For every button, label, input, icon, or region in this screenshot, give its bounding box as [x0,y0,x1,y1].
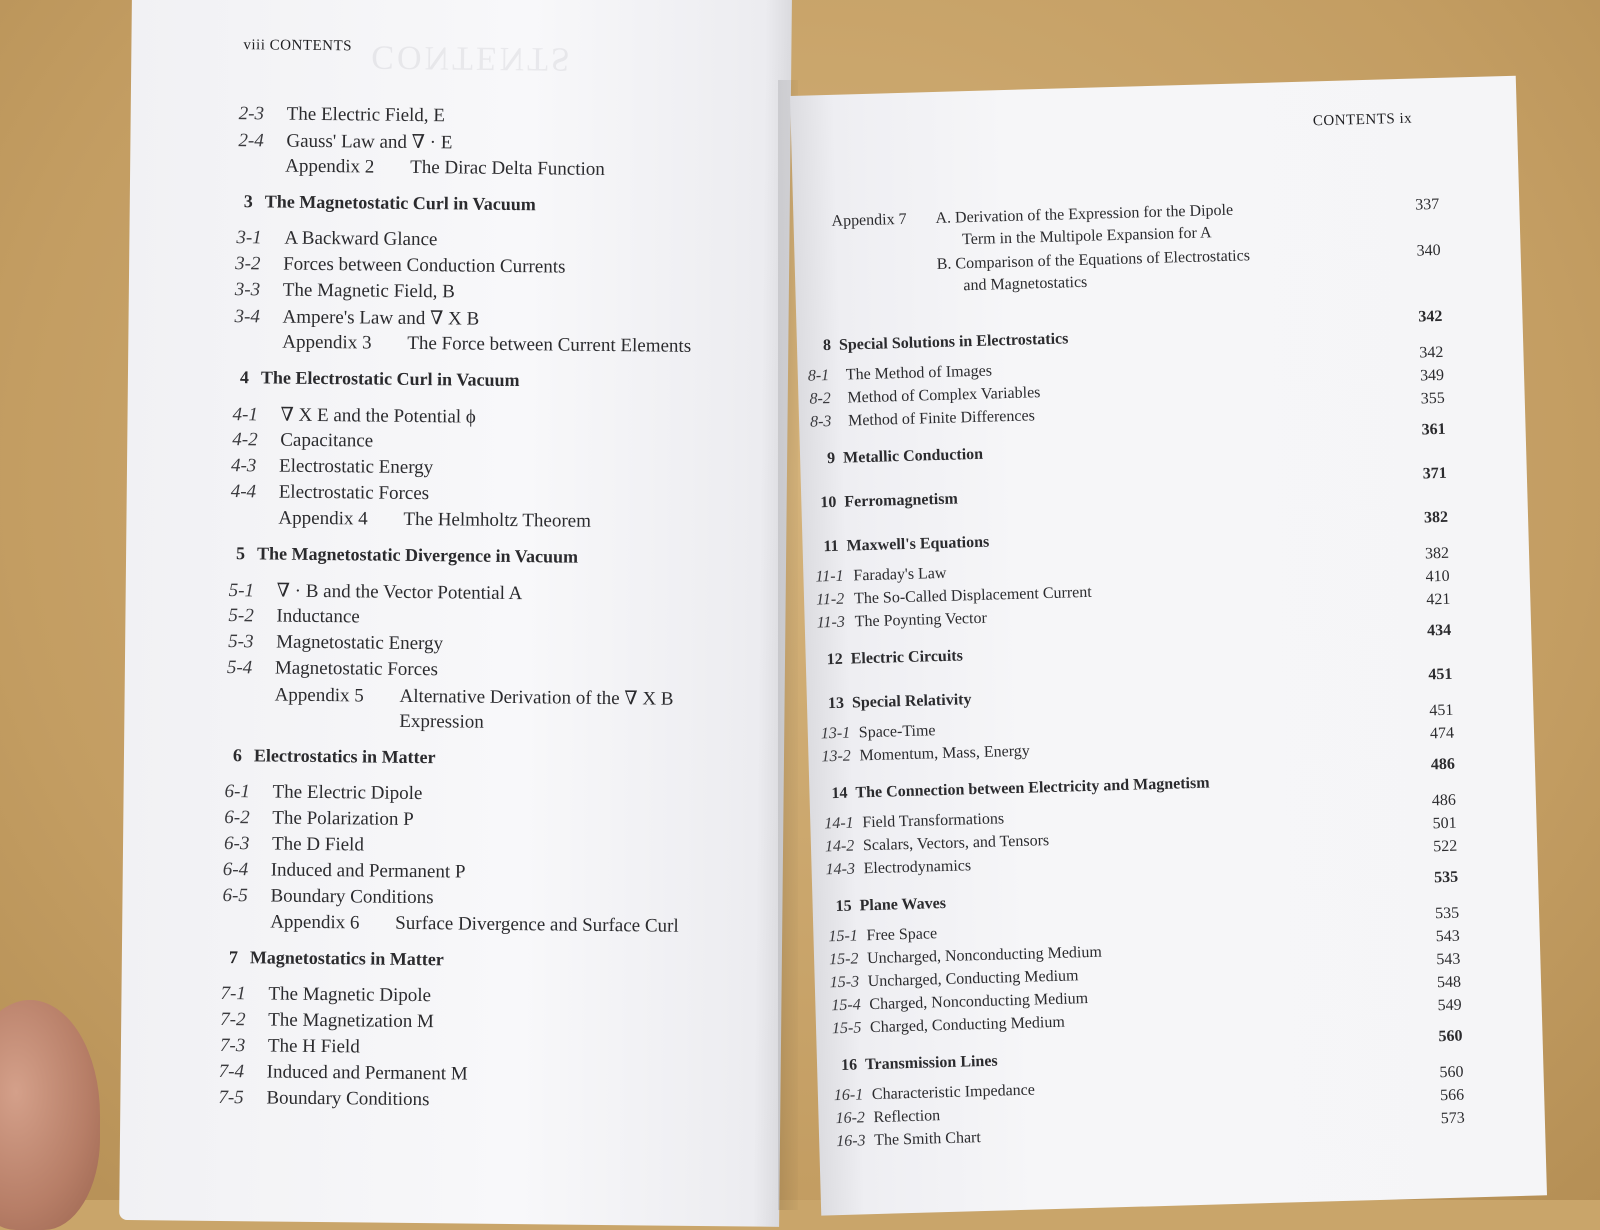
section-number: 3-4 [234,306,261,328]
section-entry [231,455,433,479]
show-through-text: CONTENTS [371,38,574,78]
section-number: 3-1 [236,227,262,249]
appendix-label: Appendix 3 [282,331,372,354]
section-page-number: 548 [1436,973,1462,992]
section-number: 6-5 [222,884,248,907]
section-entry [828,925,937,946]
section-number: 15-3 [829,973,860,992]
section-entry [235,253,566,278]
section-entry [835,1107,940,1128]
section-number: 8-2 [809,389,832,408]
appendix-label: Appendix 2 [285,155,375,178]
chapter-heading [204,947,444,971]
left-page-header: viii CONTENTS [243,37,353,55]
chapter-number: 10 [820,493,837,512]
section-title: Charged, Conducting Medium [869,1013,1066,1037]
section-title: Electrostatic Forces [278,481,430,505]
chapter-number: 6 [232,745,243,766]
left-page [119,0,792,1227]
chapter-heading [811,446,983,469]
section-entry [810,407,1035,431]
chapter-number: 14 [831,784,848,803]
chapter-heading [820,691,972,713]
chapter-number: 15 [835,897,852,916]
section-entry [223,859,466,884]
section-number: 15-4 [831,996,861,1015]
chapter-heading [208,745,436,768]
chapter-number: 13 [827,694,845,713]
section-number: 5-1 [228,580,255,602]
section-entry [808,362,993,385]
appendix-entry [270,911,679,937]
section-entry [234,305,479,331]
section-number: 6-3 [223,833,250,855]
chapter-title: Magnetostatics in Matter [249,947,444,970]
chapter-heading [827,895,946,916]
section-number: 15-1 [828,927,859,946]
section-title: Uncharged, Conducting Medium [867,967,1079,991]
appendix-7b-page: 340 [1416,241,1441,260]
chapter-title: Transmission Lines [864,1052,998,1074]
section-title: Scalars, Vectors, and Tensors [862,832,1050,855]
section-title: The Electric Field, E [286,103,446,127]
section-page-number: 543 [1436,950,1461,969]
chapter-title: Special Relativity [851,691,972,712]
section-number: 5-4 [226,657,253,679]
chapter-number: 4 [239,367,250,388]
section-number: 14-1 [824,814,854,833]
section-number: 13-2 [821,747,852,766]
section-entry [821,722,936,743]
chapter-number: 11 [823,537,839,556]
section-page-number: 349 [1419,366,1445,385]
section-number: 15-5 [831,1019,862,1038]
section-title: The D Field [271,833,364,856]
chapter-heading [819,647,964,669]
chapter-title: The Magnetostatic Curl in Vacuum [264,191,536,215]
section-number: 2-4 [238,130,264,152]
section-entry [229,579,523,605]
section-title: The So-Called Displacement Current [853,583,1092,608]
section-entry [224,807,414,831]
chapter-number: 12 [826,650,843,669]
chapter-number: 16 [840,1056,858,1074]
section-number: 2-3 [238,103,265,125]
section-number: 8-3 [809,412,832,431]
section-entry [238,129,452,154]
section-entry [224,833,364,856]
section-entry [824,810,1004,833]
section-title: Free Space [866,925,938,945]
appendix-7-label: Appendix 7 [831,210,907,230]
chapter-page-number: 451 [1428,665,1453,684]
appendix-label: Appendix 4 [278,507,368,530]
section-title: Forces between Conduction Currents [283,253,566,278]
chapter-page-number: 371 [1422,464,1448,483]
section-title: Ampere's Law and ∇ X B [282,306,480,330]
appendix-7b-line1: B. Comparison of the Equations of Electrostatics [936,247,1251,273]
section-title: Reflection [873,1107,941,1127]
section-number: 13-1 [820,724,851,743]
section-number: 11-3 [816,613,846,632]
section-number: 5-3 [228,631,254,653]
section-number: 16-2 [835,1109,866,1128]
chapter-page-number: 434 [1426,621,1452,640]
appendix-7a-line2: Term in the Multipole Expansion for A [961,224,1212,249]
section-entry [239,103,446,127]
section-title: Boundary Conditions [270,885,434,909]
chapter-title: Electric Circuits [850,647,964,668]
section-title: Charged, Nonconducting Medium [869,990,1089,1014]
chapter-page-number: 382 [1423,508,1449,527]
section-number: 6-2 [224,807,250,829]
chapter-number: 7 [228,947,238,968]
section-title: Inductance [276,605,360,628]
appendix-entry [275,684,674,711]
section-page-number: 549 [1437,996,1462,1015]
section-title: Electrodynamics [863,857,972,878]
section-page-number: 421 [1426,590,1451,609]
chapter-number: 8 [822,336,832,355]
section-page-number: 535 [1434,904,1460,923]
section-title: Magnetostatic Energy [276,631,444,655]
appendix-7b-line2: and Magnetostatics [963,273,1088,295]
section-page-number: 355 [1420,389,1445,408]
right-page [790,76,1547,1216]
section-number: 16-3 [835,1132,866,1151]
section-entry [825,832,1050,856]
section-entry [834,1082,1035,1106]
section-entry [227,657,438,681]
section-entry [830,967,1079,992]
section-title: Gauss' Law and ∇ · E [286,130,453,154]
chapter-heading [823,775,1210,804]
section-number: 4-2 [232,429,258,451]
appendix-7a-line1: A. Derivation of the Expression for the Dipole [935,201,1234,227]
section-number: 6-4 [222,858,249,881]
section-entry [228,631,443,655]
section-entry [218,1087,429,1111]
section-number: 4-4 [230,481,257,503]
section-entry [836,1129,981,1151]
section-entry [815,565,947,587]
section-title: Induced and Permanent M [266,1061,468,1085]
section-page-number: 382 [1424,544,1450,563]
section-title: Induced and Permanent P [270,859,466,883]
section-page-number: 342 [1419,343,1444,362]
section-title: The Method of Images [845,362,993,384]
section-number: 5-2 [228,605,254,627]
appendix-title: The Helmholtz Theorem [403,508,592,532]
section-number: 11-2 [815,590,845,609]
section-entry [232,403,476,429]
section-entry [236,227,437,251]
section-title: The Magnetization M [268,1009,435,1033]
section-entry [235,279,455,303]
chapter-page-number: 361 [1421,420,1446,439]
section-title: The Poynting Vector [854,609,988,631]
chapter-title: The Electrostatic Curl in Vacuum [260,367,520,391]
section-number: 4-1 [232,404,258,426]
section-title: ∇ X E and the Potential ϕ [280,404,476,428]
section-page-number: 522 [1432,837,1458,856]
section-number: 8-1 [807,367,830,385]
section-title: A Backward Glance [284,227,438,251]
section-entry [231,481,430,505]
chapter-title: Plane Waves [859,894,947,915]
chapter-title: Special Solutions in Electrostatics [838,330,1069,354]
chapter-title: Electrostatics in Matter [253,745,436,768]
chapter-heading [219,191,536,215]
section-number: 14-3 [825,860,856,879]
chapter-page-number: 486 [1430,755,1456,774]
section-entry [224,781,422,805]
section-title: The Smith Chart [873,1129,982,1150]
section-entry [832,1014,1065,1038]
section-number: 7-4 [218,1060,245,1083]
chapter-page-number: 535 [1433,868,1459,887]
appendix-label: Appendix 5 [274,684,364,707]
section-entry [228,605,360,628]
section-title: Capacitance [280,429,374,452]
section-title: Characteristic Impedance [871,1081,1036,1104]
section-entry [219,1061,468,1086]
section-entry [816,610,987,633]
section-page-number: 560 [1439,1063,1464,1082]
section-title: ∇ · B and the Vector Potential A [276,580,523,605]
section-entry [809,384,1040,408]
chapter-heading [812,490,958,512]
appendix-title-continued: Expression [399,710,484,733]
section-title: The Magnetic Field, B [282,279,455,303]
appendix-entry [285,156,605,181]
section-entry [222,885,433,909]
section-title: The Magnetic Dipole [268,983,432,1007]
chapter-heading [215,367,520,391]
appendix-title: The Dirac Delta Function [410,156,605,180]
chapter-number: 9 [826,449,836,468]
section-entry [816,584,1092,610]
section-title: Method of Finite Differences [847,407,1036,430]
appendix-title: The Force between Current Elements [407,332,692,357]
chapter-page-number: 342 [1418,307,1443,326]
section-entry [220,1035,360,1058]
appendix-label: Appendix 6 [270,911,360,934]
section-number: 11-1 [815,567,844,586]
section-title: Electrostatic Energy [278,455,434,479]
section-title: Magnetostatic Forces [274,657,439,681]
section-page-number: 543 [1435,927,1460,946]
section-number: 7-5 [218,1086,244,1109]
section-title: The H Field [267,1035,360,1058]
section-page-number: 410 [1425,567,1450,586]
chapter-heading [814,534,989,557]
section-number: 7-2 [220,1008,246,1031]
section-number: 3-2 [235,253,261,275]
chapter-title: The Connection between Electricity and Magnetism [855,774,1210,802]
chapter-number: 5 [236,543,246,564]
appendix-entry [278,508,591,533]
section-number: 16-1 [833,1086,864,1105]
section-page-number: 566 [1439,1086,1465,1105]
section-number: 7-1 [220,982,246,1005]
section-page-number: 486 [1431,791,1457,810]
right-page-header: CONTENTS ix [1312,110,1413,130]
appendix-title: Surface Divergence and Surface Curl [395,912,679,937]
section-page-number: 573 [1440,1109,1466,1128]
section-title: The Electric Dipole [272,781,423,805]
section-page-number: 451 [1429,701,1454,720]
section-title: Faraday's Law [853,564,947,585]
section-entry [821,743,1030,767]
chapter-number: 3 [243,191,253,212]
section-number: 7-3 [219,1034,246,1057]
section-number: 6-1 [224,781,251,803]
section-page-number: 501 [1432,814,1457,833]
chapter-heading [807,330,1069,355]
appendix-entry [282,332,691,358]
section-title: Momentum, Mass, Energy [859,742,1030,765]
chapter-title: Metallic Conduction [842,445,984,467]
section-number: 15-2 [828,950,859,969]
chapter-page-number: 560 [1438,1027,1463,1046]
section-page-number: 474 [1429,724,1455,743]
chapter-heading [211,543,578,568]
section-title: Field Transformations [862,810,1005,832]
section-entry [829,944,1102,970]
section-number: 3-3 [234,279,261,301]
section-entry [831,990,1088,1015]
section-number: 14-2 [824,837,855,856]
chapter-heading [833,1053,998,1076]
appendix-7a-page: 337 [1415,195,1440,214]
section-entry [220,1009,434,1033]
appendix-title: Alternative Derivation of the ∇ X B [399,685,674,710]
section-title: Uncharged, Nonconducting Medium [866,943,1103,968]
section-title: The Polarization P [272,807,414,830]
chapter-title: Maxwell's Equations [846,533,990,555]
section-title: Space-Time [858,722,936,742]
section-entry [232,429,373,452]
section-entry [220,983,431,1007]
section-entry [825,857,971,879]
section-title: Boundary Conditions [266,1087,430,1111]
chapter-title: Ferromagnetism [844,490,959,511]
section-title: Method of Complex Variables [847,384,1041,407]
section-number: 4-3 [230,455,257,477]
chapter-title: The Magnetostatic Divergence in Vacuum [257,543,579,567]
